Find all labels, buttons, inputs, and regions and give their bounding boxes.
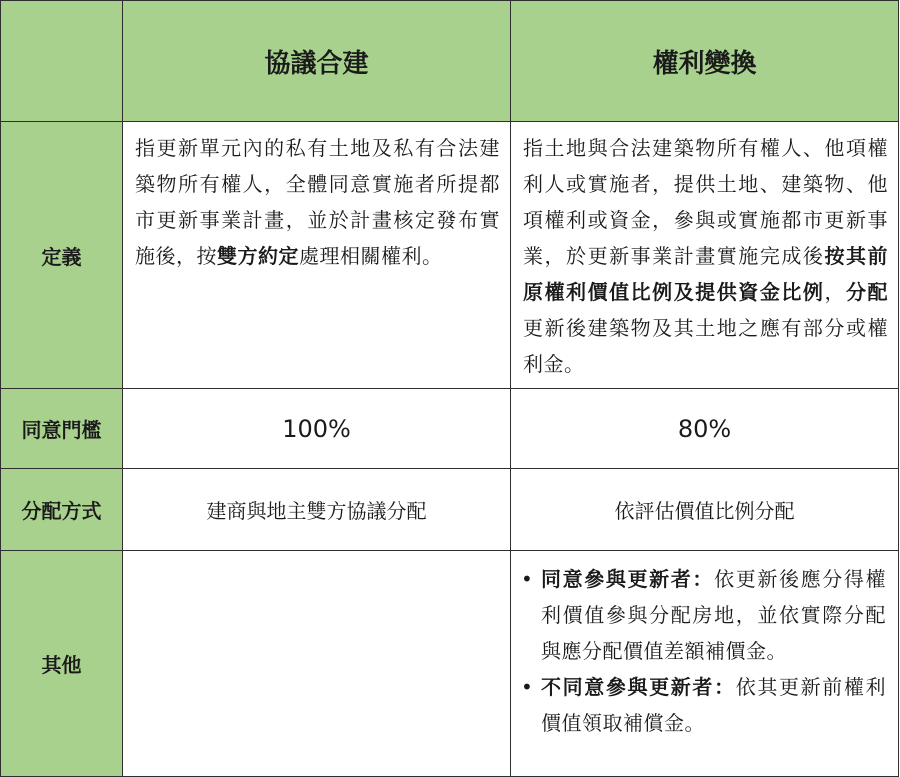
row-label-distribution: 分配方式 xyxy=(1,469,123,551)
distribution-row xyxy=(1,469,899,551)
list-item xyxy=(519,669,886,741)
row-label-threshold: 同意門檻 xyxy=(1,389,123,469)
definition-emphasis: 分配 xyxy=(845,280,888,304)
header-corner-cell xyxy=(1,1,123,122)
note-heading: 同意參與更新者： xyxy=(541,567,715,591)
definition-text: 指更新單元內的私有土地及私有合法建築物所有權人，全體同意實施者所提都市更新事業計畫，並於計畫核定發布實施後，按 xyxy=(135,136,500,268)
other-rights-transformation xyxy=(511,551,899,777)
threshold-cooperative-construction: 100% xyxy=(123,389,511,469)
definition-emphasis: 按其前原權利價值比例及提供資金比例 xyxy=(523,244,888,304)
row-label-other: 其他 xyxy=(1,551,123,777)
definition-text: ， xyxy=(824,280,846,304)
note-text: 依更新後應分得權利價值參與分配房地，並依實際分配與應分配價值差額補價金。 xyxy=(541,567,887,663)
header-rights-transformation: 權利變換 xyxy=(511,1,899,122)
definition-cooperative-construction xyxy=(123,122,511,389)
threshold-row xyxy=(1,389,899,469)
threshold-rights-transformation: 80% xyxy=(511,389,899,469)
other-cooperative-construction xyxy=(123,551,511,777)
definition-rights-transformation xyxy=(511,122,899,389)
other-row xyxy=(1,551,899,777)
note-heading: 不同意參與更新者： xyxy=(541,675,736,699)
list-item xyxy=(519,561,886,669)
definition-emphasis: 雙方約定 xyxy=(217,244,299,268)
other-notes-list xyxy=(519,561,886,741)
definition-row xyxy=(1,122,899,389)
definition-text: 指土地與合法建築物所有權人、他項權利人或實施者，提供土地、建築物、他項權利或資金，參與或實施都市更新事業，於更新事業計畫實施完成後 xyxy=(523,136,888,268)
note-text: 依其更新前權利價值領取補償金。 xyxy=(541,675,887,735)
definition-text: 處理相關權利。 xyxy=(299,244,443,268)
definition-text: 更新後建築物及其土地之應有部分或權利金。 xyxy=(523,316,888,376)
header-row xyxy=(1,1,899,122)
row-label-definition: 定義 xyxy=(1,122,123,389)
header-cooperative-construction: 協議合建 xyxy=(123,1,511,122)
distribution-cooperative-construction: 建商與地主雙方協議分配 xyxy=(123,469,511,551)
distribution-rights-transformation: 依評估價值比例分配 xyxy=(511,469,899,551)
